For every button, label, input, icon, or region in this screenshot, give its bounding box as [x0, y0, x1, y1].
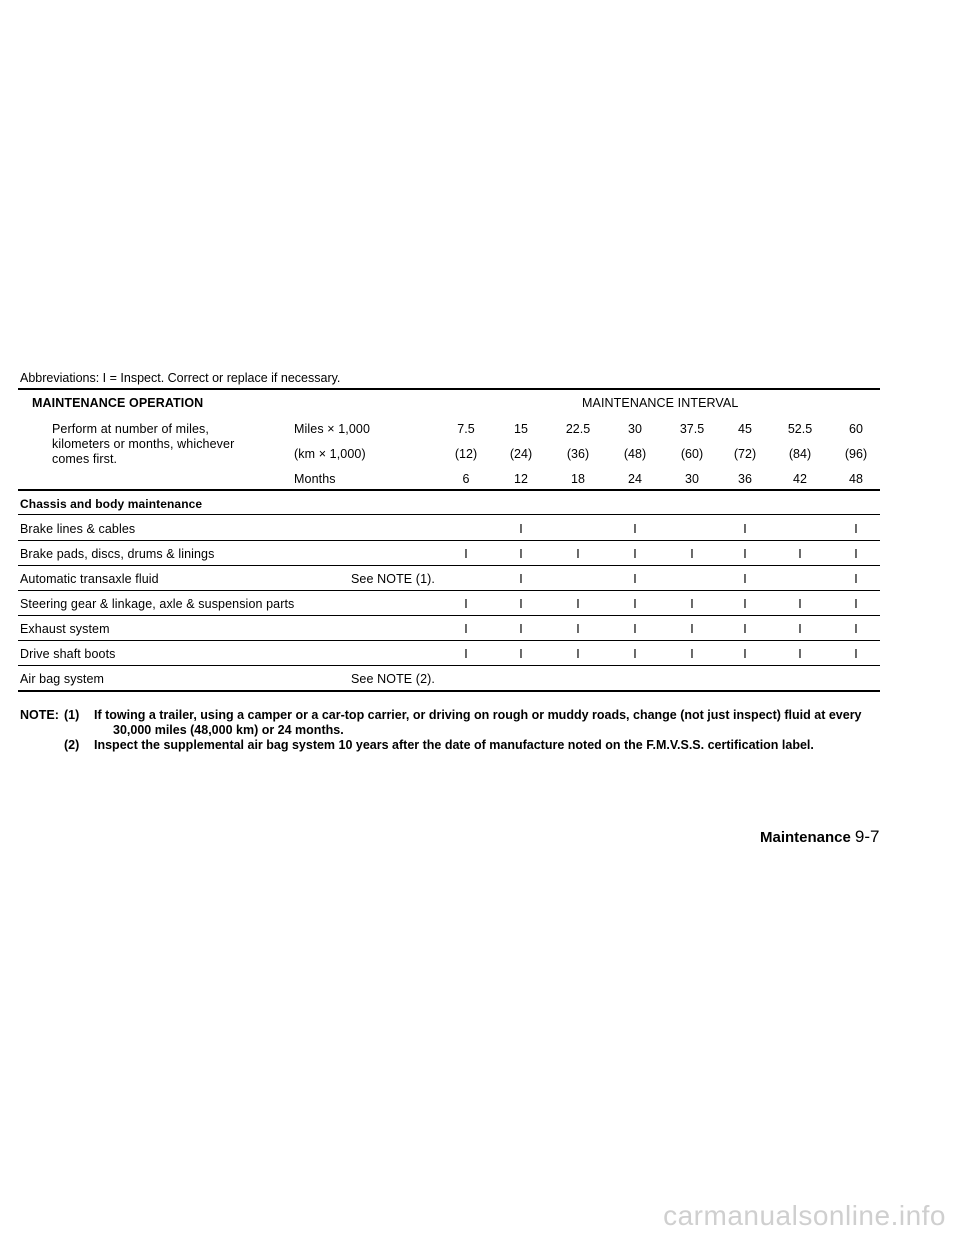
inspect-mark: I [576, 622, 580, 636]
page-number: 9-7 [854, 827, 880, 846]
months-value: 48 [849, 472, 863, 486]
table-bottom-rule [18, 690, 880, 692]
row-label: Exhaust system [20, 622, 110, 636]
perform-line-1: Perform at number of miles, [52, 422, 209, 436]
inspect-mark: I [690, 597, 694, 611]
months-value: 24 [628, 472, 642, 486]
inspect-mark: I [743, 622, 747, 636]
row-label: Brake pads, discs, drums & linings [20, 547, 215, 561]
section-rule [18, 514, 880, 515]
inspect-mark: I [798, 547, 802, 561]
header-bottom-rule [18, 489, 880, 491]
row-divider [18, 565, 880, 566]
row-note: See NOTE (1). [351, 572, 435, 586]
inspect-mark: I [519, 572, 523, 586]
row-divider [18, 665, 880, 666]
miles-value: 15 [514, 422, 528, 436]
miles-value: 7.5 [457, 422, 475, 436]
inspect-mark: I [854, 622, 858, 636]
inspect-mark: I [743, 597, 747, 611]
inspect-mark: I [854, 597, 858, 611]
operation-header: MAINTENANCE OPERATION [32, 396, 204, 410]
note-prefix: NOTE: [20, 708, 59, 722]
km-value: (96) [844, 447, 868, 461]
inspect-mark: I [798, 622, 802, 636]
inspect-mark: I [464, 622, 468, 636]
inspect-mark: I [743, 547, 747, 561]
months-value: 30 [685, 472, 699, 486]
inspect-mark: I [798, 597, 802, 611]
miles-value: 22.5 [565, 422, 591, 436]
inspect-mark: I [854, 647, 858, 661]
row-divider [18, 540, 880, 541]
inspect-mark: I [519, 647, 523, 661]
notes-block [20, 708, 880, 753]
row-divider [18, 640, 880, 641]
note-1-number: (1) [64, 708, 80, 722]
inspect-mark: I [464, 647, 468, 661]
perform-line-2: kilometers or months, whichever [52, 437, 235, 451]
miles-label: Miles × 1,000 [294, 422, 370, 436]
miles-value: 45 [738, 422, 752, 436]
note-2 [20, 738, 880, 753]
inspect-mark: I [519, 522, 523, 536]
row-label: Brake lines & cables [20, 522, 136, 536]
miles-value: 37.5 [679, 422, 705, 436]
row-divider [18, 615, 880, 616]
abbreviations-note: Abbreviations: I = Inspect. Correct or replace if necessary. [20, 371, 341, 385]
inspect-mark: I [633, 647, 637, 661]
note-1-continuation [20, 723, 880, 738]
km-value: (36) [566, 447, 590, 461]
row-label: Air bag system [20, 672, 105, 686]
inspect-mark: I [690, 622, 694, 636]
months-value: 42 [793, 472, 807, 486]
perform-line-3: comes first. [52, 452, 118, 466]
months-value: 6 [462, 472, 470, 486]
inspect-mark: I [690, 647, 694, 661]
km-value: (60) [680, 447, 704, 461]
inspect-mark: I [633, 597, 637, 611]
inspect-mark: I [519, 622, 523, 636]
section-title: Chassis and body maintenance [20, 497, 203, 511]
km-value: (48) [623, 447, 647, 461]
inspect-mark: I [576, 597, 580, 611]
footer-title: Maintenance [760, 829, 851, 846]
inspect-mark: I [633, 572, 637, 586]
row-label: Drive shaft boots [20, 647, 116, 661]
inspect-mark: I [798, 647, 802, 661]
km-value: (72) [733, 447, 757, 461]
km-value: (12) [454, 447, 478, 461]
page-footer [760, 827, 879, 847]
inspect-mark: I [690, 547, 694, 561]
inspect-mark: I [743, 647, 747, 661]
inspect-mark: I [743, 522, 747, 536]
months-value: 18 [571, 472, 585, 486]
km-label: (km × 1,000) [294, 447, 366, 461]
note-1 [20, 708, 880, 723]
inspect-mark: I [743, 572, 747, 586]
row-label: Automatic transaxle fluid [20, 572, 159, 586]
inspect-mark: I [854, 522, 858, 536]
note-1-line-1: If towing a trailer, using a camper or a car-top carrier, or driving on rough or muddy roads, change (not just inspect) fluid at every [94, 708, 862, 722]
inspect-mark: I [464, 597, 468, 611]
inspect-mark: I [854, 572, 858, 586]
interval-header: MAINTENANCE INTERVAL [582, 396, 739, 410]
inspect-mark: I [576, 547, 580, 561]
miles-value: 60 [849, 422, 863, 436]
months-value: 12 [514, 472, 528, 486]
inspect-mark: I [854, 547, 858, 561]
note-2-number: (2) [64, 738, 80, 752]
months-label: Months [294, 472, 336, 486]
miles-value: 52.5 [787, 422, 813, 436]
months-value: 36 [738, 472, 752, 486]
inspect-mark: I [519, 547, 523, 561]
row-label: Steering gear & linkage, axle & suspension parts [20, 597, 295, 611]
note-1-line-2: 30,000 miles (48,000 km) or 24 months. [113, 723, 344, 737]
km-value: (84) [788, 447, 812, 461]
row-note: See NOTE (2). [351, 672, 435, 686]
inspect-mark: I [519, 597, 523, 611]
km-value: (24) [509, 447, 533, 461]
inspect-mark: I [464, 547, 468, 561]
inspect-mark: I [576, 647, 580, 661]
watermark: carmanualsonline.info [663, 1200, 946, 1231]
inspect-mark: I [633, 522, 637, 536]
inspect-mark: I [633, 622, 637, 636]
table-top-rule [18, 388, 880, 390]
inspect-mark: I [633, 547, 637, 561]
note-2-line-1: Inspect the supplemental air bag system 10 years after the date of manufacture noted on the F.M.V.S.S. certification label. [94, 738, 814, 752]
miles-value: 30 [628, 422, 642, 436]
row-divider [18, 590, 880, 591]
